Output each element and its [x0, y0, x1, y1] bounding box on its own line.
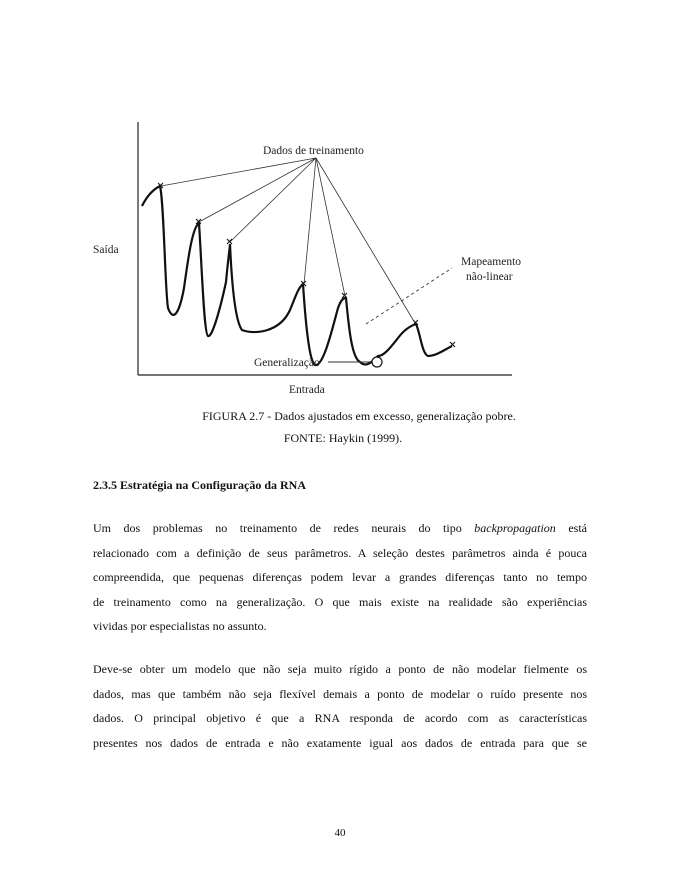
- text-line: presentes nos dados de entrada e não exatamente igual aos dados de entrada para que se: [93, 735, 587, 750]
- generalization-point-marker: [372, 357, 382, 367]
- training-point-marker: [450, 342, 455, 347]
- page-number: 40: [334, 827, 346, 839]
- text-line: Deve-se obter um modelo que não seja muito rígido a ponto de não modelar fielmente os: [93, 662, 587, 676]
- generalization-label: Generalização: [254, 357, 320, 369]
- text-line: de treinamento como na generalização. O que mais existe na realidade são experiências: [93, 594, 587, 609]
- mapping-pointer-dashed: [366, 268, 452, 324]
- mapping-label-line1: Mapeamento: [461, 256, 522, 268]
- training-data-label: Dados de treinamento: [263, 145, 364, 157]
- text-line: Um dos problemas no treinamento de redes neurais do tipo backpropagation está: [93, 521, 587, 535]
- text-line: relacionado com a definição de seus parâmetros. A seleção destes parâmetros ainda é pouca: [93, 545, 587, 560]
- mapping-label-line2: não-linear: [466, 271, 513, 283]
- x-axis-label: Entrada: [289, 384, 325, 396]
- y-axis-label: Saída: [93, 244, 119, 256]
- section-heading: 2.3.5 Estratégia na Configuração da RNA: [93, 478, 306, 492]
- nonlinear-mapping-curve: [142, 186, 452, 365]
- figure-source: FONTE: Haykin (1999).: [283, 431, 403, 445]
- paragraph: [93, 657, 587, 755]
- training-point-marker: [227, 239, 232, 244]
- figure-caption: FIGURA 2.7 - Dados ajustados em excesso, generalização pobre.: [202, 409, 516, 423]
- paragraph: [93, 516, 587, 639]
- text-line: dados. O principal objetivo é que a RNA responda de acordo com as características: [93, 711, 587, 726]
- text-line: dados, mas que também não seja flexível demais a ponto de modelar o ruído presente nos: [93, 686, 587, 701]
- text-line: vividas por especialistas no assunto.: [93, 619, 267, 634]
- text-line: compreendida, que pequenas diferenças podem levar a grandes diferenças tanto no tempo: [93, 570, 587, 585]
- overfitting-figure: [80, 110, 540, 400]
